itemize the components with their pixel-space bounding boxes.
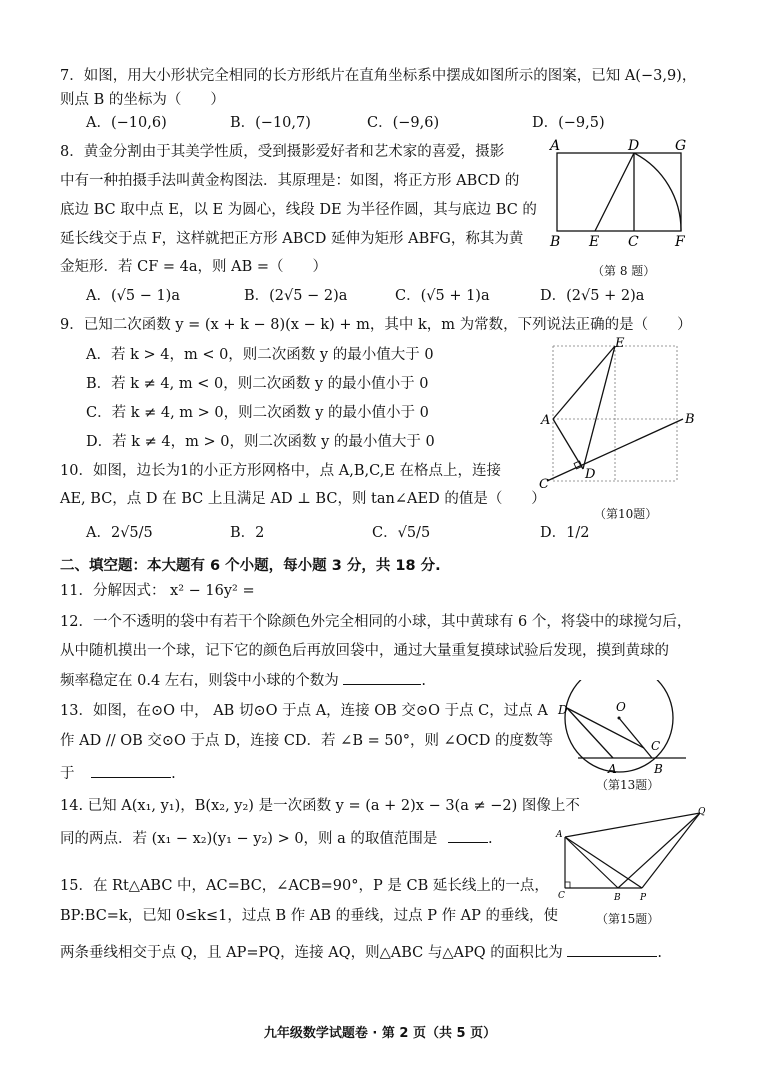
q15-segment-pq	[642, 813, 700, 888]
q13-segment-ad	[567, 708, 613, 758]
q8-line2: 中有一种拍摄手法叫黄金构图法．其原理是：如图，将正方形 ABCD 的	[60, 173, 520, 189]
q10-label-b: B	[685, 412, 695, 427]
q15-label-p: P	[640, 893, 647, 903]
q8-option-c: C．(√5 + 1)a	[395, 288, 490, 304]
q13-label-d: D	[558, 703, 568, 717]
q15-line3	[60, 942, 662, 963]
q12-line3	[60, 670, 426, 691]
q13-label-o: O	[616, 700, 626, 714]
q8-line1: 8．黄金分割由于其美学性质，受到摄影爱好者和艺术家的喜爱，摄影	[60, 144, 505, 160]
q13-label-a: A	[608, 762, 617, 776]
q15-text: 两条垂线相交于点 Q，且 AP=PQ，连接 AQ，则△ABC 与△APQ 的面积比为	[60, 945, 563, 961]
page-footer: 九年级数学试题卷 · 第 2 页（共 5 页）	[263, 1026, 497, 1041]
q8-label-e: E	[589, 234, 600, 250]
q13-caption: （第13题）	[596, 778, 660, 792]
q10-label-c: C	[539, 477, 549, 492]
q7-line2: 则点 B 的坐标为（ ）	[60, 92, 225, 108]
q8-rect-abfg	[557, 153, 681, 231]
q12-answer-blank[interactable]	[343, 670, 421, 685]
q15-label-c: C	[558, 891, 565, 901]
q14-text: 同的两点．若 (x₁ − x₂)(y₁ − y₂) > 0，则 a 的取值范围是	[60, 831, 438, 847]
q14-line2	[60, 828, 493, 849]
q8-label-b: B	[550, 234, 561, 250]
q8-segment-de	[595, 153, 634, 231]
q15-label-q: Q	[698, 807, 706, 817]
q11: 11．分解因式： x² − 16y² =	[60, 583, 255, 599]
q15-end: .	[657, 945, 662, 961]
q10-option-c: C．√5/5	[372, 525, 431, 541]
q15-segment-aq	[565, 813, 700, 837]
q9-option-b: B．若 k ≠ 4, m < 0，则二次函数 y 的最小值小于 0	[86, 376, 429, 392]
q13-label-c: C	[651, 739, 661, 753]
q15-answer-blank[interactable]	[567, 942, 657, 957]
q9-option-c: C．若 k ≠ 4, m > 0，则二次函数 y 的最小值小于 0	[86, 405, 429, 421]
q8-label-g: G	[675, 138, 687, 154]
q15-segment-ap	[565, 837, 642, 888]
q13-label-b: B	[654, 762, 663, 776]
q8-figure	[545, 136, 695, 251]
q8-arc	[634, 153, 681, 231]
q15-figure	[552, 806, 712, 906]
q13-figure	[556, 680, 706, 780]
q12-line2: 从中随机摸出一个球，记下它的颜色后再放回袋中，通过大量重复摸球试验后发现，摸到黄球的	[60, 643, 669, 659]
q8-label-a: A	[550, 138, 561, 154]
q9-option-d: D．若 k ≠ 4，m > 0，则二次函数 y 的最小值大于 0	[86, 434, 435, 450]
q14-answer-blank[interactable]	[448, 828, 488, 843]
q10-line2: AE, BC，点 D 在 BC 上且满足 AD ⊥ BC，则 tan∠AED 的值是（ ）	[60, 491, 546, 507]
q14-end: .	[488, 831, 493, 847]
q12-text: 频率稳定在 0.4 左右，则袋中小球的个数为	[60, 673, 339, 689]
q7-option-c: C．(−9,6)	[367, 115, 440, 131]
q10-option-b: B．2	[230, 525, 265, 541]
q8-label-c: C	[628, 234, 639, 250]
q13-line2: 作 AD // OB 交⊙O 于点 D，连接 CD．若 ∠B = 50°，则 ∠OCD 的度数等	[60, 733, 554, 749]
section2-heading: 二、填空题：本大题有 6 个小题，每小题 3 分，共 18 分.	[60, 558, 441, 574]
q9-option-a: A．若 k > 4，m < 0，则二次函数 y 的最小值大于 0	[86, 347, 434, 363]
q13-segment-cd	[567, 708, 644, 748]
q8-option-a: A．(√5 − 1)a	[86, 288, 180, 304]
q13-text: 于	[60, 766, 75, 782]
q8-line5: 金矩形．若 CF = 4a，则 AB =（ ）	[60, 259, 327, 275]
q8-label-d: D	[628, 138, 640, 154]
q10-option-a: A．2√5/5	[86, 525, 153, 541]
q8-caption: （第 8 题）	[592, 264, 656, 278]
q7-option-b: B．(−10,7)	[230, 115, 311, 131]
q8-option-b: B．(2√5 − 2)a	[244, 288, 348, 304]
q8-option-d: D．(2√5 + 2)a	[540, 288, 645, 304]
q13-answer-blank[interactable]	[91, 763, 171, 778]
q7-option-d: D．(−9,5)	[532, 115, 605, 131]
q13-end: .	[171, 766, 176, 782]
q8-line3: 底边 BC 取中点 E，以 E 为圆心，线段 DE 为半径作圆，其与底边 BC 的	[60, 202, 537, 218]
q10-label-a: A	[541, 413, 551, 428]
q7-line1: 7．如图，用大小形状完全相同的长方形纸片在直角坐标系中摆成如图所示的图案，已知 A(−3,9)，	[60, 68, 697, 84]
q10-figure	[537, 336, 707, 496]
q9-stem: 9．已知二次函数 y = (x + k − 8)(x − k) + m，其中 k，m 为常数，下列说法正确的是（ ）	[60, 317, 692, 333]
q15-segment-ab	[565, 837, 618, 888]
q13-line1: 13．如图，在⊙O 中， AB 切⊙O 于点 A，连接 OB 交⊙O 于点 C，过点 A	[60, 703, 548, 719]
q15-label-b: B	[614, 893, 621, 903]
q8-label-f: F	[675, 234, 685, 250]
q10-label-e: E	[615, 336, 625, 351]
q10-option-d: D．1/2	[540, 525, 590, 541]
q12-end: .	[421, 673, 426, 689]
q13-line3	[60, 763, 176, 784]
q15-line1: 15．在 Rt△ABC 中，AC=BC，∠ACB=90°，P 是 CB 延长线上的一点，	[60, 878, 549, 894]
q8-line4: 延长线交于点 F，这样就把正方形 ABCD 延伸为矩形 ABFG，称其为黄	[60, 231, 524, 247]
q15-label-a: A	[556, 830, 563, 840]
q14-line1: 14. 已知 A(x₁, y₁)，B(x₂, y₂) 是一次函数 y = (a + 2)x − 3(a ≠ −2) 图像上不	[60, 798, 580, 814]
q15-segment-bq	[618, 813, 700, 888]
q15-caption: （第15题）	[596, 912, 660, 926]
q15-line2: BP:BC=k，已知 0≤k≤1，过点 B 作 AB 的垂线，过点 P 作 AP 的垂线，使	[60, 908, 559, 924]
q12-line1: 12．一个不透明的袋中有若干个除颜色外完全相同的小球，其中黄球有 6 个，将袋中的球搅匀后，	[60, 614, 692, 630]
q7-option-a: A．(−10,6)	[86, 115, 167, 131]
q10-label-d: D	[585, 467, 596, 482]
q10-caption: （第10题）	[594, 507, 658, 521]
q10-line1: 10．如图，边长为1的小正方形网格中，点 A,B,C,E 在格点上，连接	[60, 463, 502, 479]
